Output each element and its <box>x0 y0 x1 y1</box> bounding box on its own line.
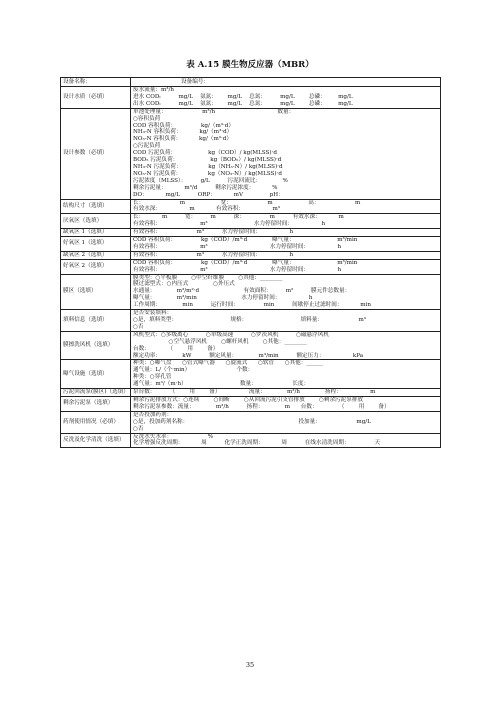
field-line: COD 容积负荷： kg/（m³·d） <box>133 122 234 129</box>
field-line: 单池处理量： m³/h 数量： <box>133 108 295 115</box>
row-fields[interactable] <box>131 87 441 109</box>
field-line: ○是，填料类型： 规格： 填料量： m³ <box>133 317 366 323</box>
field-line: 风机型式：○多级离心 ○单级高速 ○罗茨风机 ○磁悬浮风机 <box>133 331 329 338</box>
device-id-field[interactable] <box>131 78 441 87</box>
field-line: ○容积负荷 <box>133 115 161 122</box>
table-row <box>61 389 441 397</box>
field-line: 台数： （ 用 备） <box>133 345 219 352</box>
field-line: 种类：○穿孔管 <box>133 374 172 381</box>
field-line: NH₃-N 污泥负荷： kg（NH₃-N）/ kg(MLSS)·d <box>133 163 283 170</box>
field-line: 有效容积： m³ 水力停留时间： h <box>133 243 342 250</box>
table-row <box>61 433 441 448</box>
field-line: 膜类型：○平板膜 ○中空纤维膜 ○其他：________ <box>133 274 283 281</box>
header-row <box>61 78 441 87</box>
field-line: COD 污泥负荷： kg（COD）/ kg(MLSS)·d <box>133 150 277 157</box>
field-line: 泵台数： （ 用 备） 流量： m³/h 扬程： m <box>133 389 376 396</box>
page-number: 35 <box>245 661 255 669</box>
row-label: 药剂使用情况（必填） <box>61 411 131 433</box>
field-line: 长： m 宽： m 高： m <box>133 199 361 206</box>
row-label: 设计水质（必填） <box>61 87 131 109</box>
row-label: 好氧区 2（选填） <box>61 259 131 274</box>
table-title: 表 A.15 膜生物反应器（MBR） <box>186 60 314 70</box>
row-label: 缺氧区 1（选填） <box>61 229 131 237</box>
field-line: 废水流量：m³/h <box>133 87 175 93</box>
field-line: NH₃-N 容积负荷： kg/（m³·d） <box>133 129 233 136</box>
row-label: 膜区（选填） <box>61 274 131 310</box>
row-fields[interactable] <box>131 229 441 237</box>
row-fields[interactable] <box>131 331 441 360</box>
field-line: 是否投加药剂： <box>133 411 173 418</box>
field-line: 水通量： m³/m²·d 有效面积： m² 膜元件总数量： <box>133 288 351 295</box>
field-line: 化学增强反洗周期： 周 化学正洗周期： 周 在线水清洗周期： 天 <box>133 440 381 447</box>
table-body <box>61 78 441 448</box>
row-label: 厌氧区（选填） <box>61 214 131 229</box>
table-row <box>61 259 441 274</box>
table-row <box>61 310 441 332</box>
row-label: 膜擦洗风机（选填） <box>61 331 131 360</box>
table-row <box>61 274 441 310</box>
table-row <box>61 360 441 389</box>
row-fields[interactable] <box>131 360 441 389</box>
row-label: 好氧区 1（选填） <box>61 237 131 252</box>
field-line: ○否 <box>133 323 144 330</box>
table-row <box>61 237 441 252</box>
row-fields[interactable] <box>131 251 441 259</box>
table-row <box>61 396 441 411</box>
row-label: 结构尺寸（选填） <box>61 199 131 214</box>
field-line: 通气量：L/（个·min） 个数： <box>133 367 254 374</box>
table-row <box>61 251 441 259</box>
field-line: ○否 <box>133 425 144 432</box>
field-line: ○污泥负荷 <box>133 143 161 150</box>
field-line: NO₃-N 容积负荷： kg/（m³·d） <box>133 136 232 143</box>
table-row <box>61 229 441 237</box>
field-line: 通气量：m³/（m·h） 数量： 长度： <box>133 381 310 388</box>
row-label: 缺氧区 2（选填） <box>61 251 131 259</box>
field-line: ○空气悬浮风机 ○螺杆风机 ○其他：________ <box>133 338 307 345</box>
field-line: NO₃-N 污泥负荷： kg（NO₃-N）/ kg(MLSS)·d <box>133 170 282 177</box>
row-label: 反洗及化学清洗（选填） <box>61 433 131 448</box>
row-label: 填料信息（选填） <box>61 310 131 332</box>
row-label: 污泥回流泵(膜区)（选填） <box>61 389 131 397</box>
row-label: 设计参数（必填） <box>61 108 131 199</box>
field-line: 有效容积： m³ 水力停留时间： h <box>133 229 294 236</box>
row-label: 曝气设施（选填） <box>61 360 131 389</box>
field-line: 有效容积： m³ 水力停留时间： h <box>133 266 342 273</box>
field-line: 有效水深： m 有效容积： m³ <box>133 206 281 213</box>
field-line: COD 容积负荷： kg（COD）/m³·d 曝气量： m³/min <box>133 237 358 244</box>
field-line: 污泥浓度（MLSS）： g/L 污泥回流比： % <box>133 177 288 184</box>
field-line: 膜过滤型式：○内压式 ○外压式 <box>133 281 235 288</box>
table-row <box>61 108 441 199</box>
row-fields[interactable] <box>131 108 441 199</box>
field-line: 种类：○曝气盘 ○管式曝气器 ○旋流式 ○软管 ○其他：______ <box>133 360 324 367</box>
row-fields[interactable] <box>131 396 441 411</box>
field-line: COD 容积负荷： kg（COD）/m³·d 曝气量： m³/min <box>133 259 358 266</box>
field-line: DO： mg/L ORP： mV pH： <box>133 191 284 198</box>
field-line: 工作周期： min 运行时间： min 间歇停止过滤时间： min <box>133 302 371 309</box>
table-row <box>61 331 441 360</box>
table-row <box>61 199 441 214</box>
row-fields[interactable] <box>131 310 441 332</box>
field-line: 反洗水失水率： % <box>133 433 214 440</box>
field-line: BOD₅ 污泥负荷： kg（BOD₅）/ kg(MLSS)·d <box>133 157 282 164</box>
field-line: 进水 CODₜ mg/L 氨氮： mg/L 总氮： mg/L 总磷： mg/L <box>133 93 353 100</box>
row-fields[interactable] <box>131 259 441 274</box>
row-fields[interactable] <box>131 433 441 448</box>
row-fields[interactable] <box>131 389 441 397</box>
device-name-field[interactable]: 设备名称： <box>61 78 131 87</box>
field-line: 额定功率： kW 额定风量： m³/min 额定压力： kPa <box>133 352 364 359</box>
field-line: 有效容积： m³ 水力停留时间： h <box>133 251 294 258</box>
field-line: 剩余污泥泵参数：流量： m³/h 扬程： m 台数： （ 用 备） <box>133 403 390 410</box>
field-line: 长： m 宽： m 深： m 有效水深： m <box>133 214 344 221</box>
field-line: 有效容积： m³ 水力停留时间： h <box>133 221 326 228</box>
mbr-parameter-table <box>60 77 441 448</box>
row-fields[interactable] <box>131 214 441 229</box>
row-fields[interactable] <box>131 411 441 433</box>
field-line: 剩余污泥量： m³/d 剩余污泥浓度： % <box>133 184 278 191</box>
field-line: 是否安装填料： <box>133 310 173 317</box>
row-fields[interactable] <box>131 274 441 310</box>
table-row <box>61 87 441 109</box>
table-row <box>61 214 441 229</box>
row-fields[interactable] <box>131 237 441 252</box>
field-line: 出水 CODₜ mg/L 氨氮： mg/L 总氮： mg/L 总磷： mg/L <box>133 100 353 107</box>
row-label: 剩余污泥泵（选填） <box>61 396 131 411</box>
field-line: 曝气量： m³/min 水力停留时间： h <box>133 295 313 302</box>
row-fields[interactable] <box>131 199 441 214</box>
device-id-label: 设备编号： <box>181 78 209 85</box>
field-line: 剩余污泥排放方式：○连续 ○间断 ○从回流污泥引支管排放 ○剩余污泥泵排放 <box>133 396 364 403</box>
table-row <box>61 411 441 433</box>
field-line: ○是，投加药剂名称： 投加量： mg/L <box>133 418 371 425</box>
